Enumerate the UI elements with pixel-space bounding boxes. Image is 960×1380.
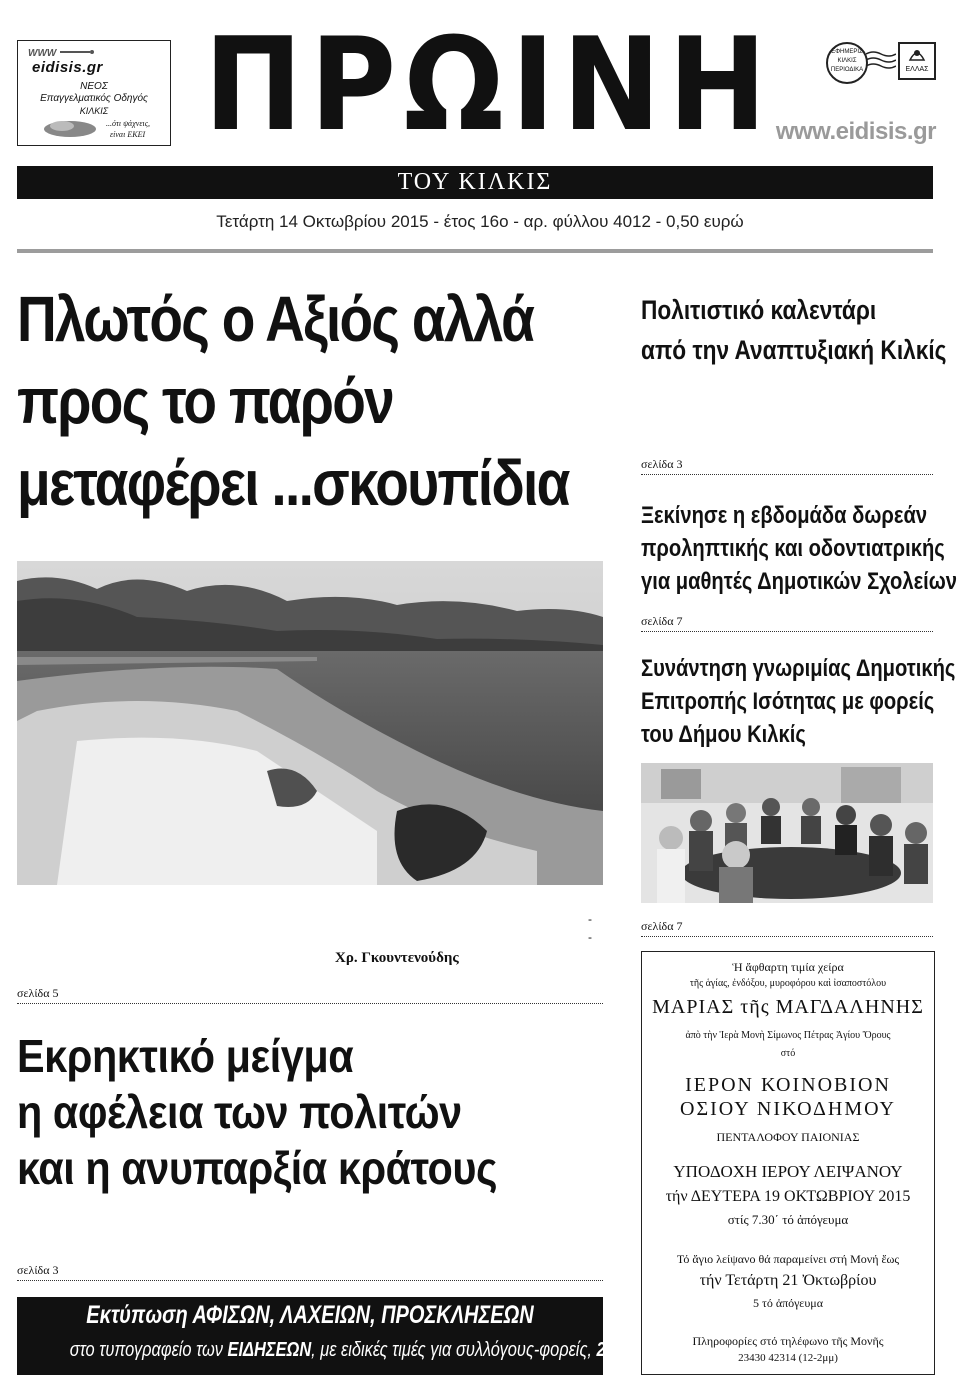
headline-line: η αφέλεια των πολιτών	[17, 1086, 462, 1138]
axios-river-photo	[17, 561, 603, 885]
notice-line: στό	[780, 1048, 796, 1059]
website-url[interactable]: www.eidisis.gr	[775, 118, 936, 145]
notice-line: Πληροφορίες στό τηλέφωνο τῆς Μονῆς	[692, 1334, 884, 1348]
issue-dateline: Τετάρτη 14 Οκτωβρίου 2015 - έτος 16ο - αρ. φύλλου 4012 - 0,50 ευρώ	[216, 212, 744, 231]
ad-title: Εκτύπωση ΑΦΙΣΩΝ, ΛΑΧΕΙΩΝ, ΠΡΟΣΚΛΗΣΕΩΝ	[86, 1301, 534, 1329]
dotted-divider	[641, 474, 933, 475]
notice-line: 23430 42314 (12-2μμ)	[738, 1352, 838, 1364]
notice-line: ΟΣΙΟΥ ΝΙΚΟΔΗΜΟΥ	[680, 1098, 896, 1120]
stamp-text: ΕΦΗΜΕΡΙΣ ΚΙΛΚΙΣ ΠΕΡΙΟΔΙΚΑ	[830, 49, 864, 73]
side-story-headline[interactable]	[641, 290, 947, 370]
newspaper-masthead: ΠΡΩΙΝΗ	[204, 11, 775, 160]
page-reference[interactable]: σελίδα 3	[641, 457, 683, 471]
hand-icon	[40, 117, 100, 139]
masthead-subtitle: ΤΟΥ ΚΙΛΚΙΣ	[17, 166, 933, 199]
ad-text: , με ειδικές τιμές για συλλόγους-φορείς,	[311, 1339, 597, 1361]
logo-slogan: είναι ΕΚΕΙ	[110, 130, 146, 139]
www-arrow-icon	[28, 47, 94, 57]
notice-line: τήν Τετάρτη 21 Ὀκτωβρίου	[699, 1272, 877, 1289]
headline-line: Ξεκίνησε η εβδομάδα δωρεάν	[641, 502, 928, 529]
logo-line: ΚΙΛΚΙΣ	[79, 106, 109, 116]
notice-line: ΠΕΝΤΑΛΟΦΟΥ ΠΑΙΟΝΙΑΣ	[716, 1130, 860, 1144]
page-reference[interactable]: σελίδα 5	[17, 986, 59, 1000]
dotted-divider	[17, 1280, 603, 1281]
header-divider	[17, 249, 933, 253]
logo-slogan: ...ότι ψάχνεις,	[106, 119, 150, 128]
stamp-country: ΕΛΛΑΣ	[905, 66, 929, 73]
stamp-emblem-icon	[902, 44, 932, 64]
eidisis-logo-box	[17, 40, 171, 146]
headline-line: Επιτροπής Ισότητας με φορείς	[641, 688, 935, 715]
printing-ad-banner[interactable]	[17, 1297, 688, 1375]
dotted-divider	[641, 631, 933, 632]
ad-text: στο τυπογραφείο των	[69, 1339, 228, 1361]
ad-brand: ΕΙΔΗΣΕΩΝ	[227, 1339, 312, 1361]
relic-notice-box	[641, 951, 935, 1375]
notice-line: στίς 7.30΄ τό ἀπόγευμα	[727, 1212, 849, 1227]
photo-marks	[588, 910, 592, 946]
page-reference[interactable]: σελίδα 3	[17, 1263, 59, 1277]
headline-line: προληπτικής και οδοντιατρικής	[641, 535, 945, 562]
mark: -	[588, 930, 592, 944]
logo-brand: eidisis.gr	[32, 59, 103, 76]
notice-line: τήν ΔΕΥΤΕΡΑ 19 ΟΚΤΩΒΡΙΟΥ 2015	[665, 1188, 911, 1205]
headline-line: προς το παρόν	[17, 365, 394, 437]
notice-line: ΜΑΡΙΑΣ τῆς ΜΑΓΔΑΛΗΝΗΣ	[652, 996, 924, 1018]
headline-line: Εκρηκτικό μείγμα	[17, 1030, 354, 1082]
notice-line: ΙΕΡΟΝ ΚΟΙΝΟΒΙΟΝ	[685, 1074, 891, 1096]
headline-line: μεταφέρει ...σκουπίδια	[17, 447, 569, 519]
mark: -	[588, 912, 592, 926]
dotted-divider	[641, 936, 933, 937]
notice-line: Ἡ ἄφθαρτη τιμία χείρα	[732, 960, 844, 974]
postage-stamp-icon	[826, 42, 868, 84]
svg-text:WWW: WWW	[28, 48, 57, 57]
ad-phone: 2341027307	[596, 1339, 688, 1361]
notice-line: ΥΠΟΔΟΧΗ ΙΕΡΟΥ ΛΕΙΨΑΝΟΥ	[673, 1162, 903, 1181]
headline-line: Πολιτιστικό καλεντάρι	[641, 295, 877, 325]
lead-headline[interactable]	[17, 278, 569, 524]
notice-line: Τό ἅγιο λείψανο θά παραμείνει στή Μονή ἕως	[676, 1252, 900, 1266]
notice-line: ἀπὸ τὴν Ἱερὰ Μονὴ Σίμωνος Πέτρας Ἁγίου Ὄρους	[685, 1030, 891, 1041]
headline-line: για μαθητές Δημοτικών Σχολείων	[641, 568, 957, 595]
second-headline[interactable]	[17, 1028, 557, 1196]
dotted-divider	[17, 1003, 603, 1004]
headline-line: και η ανυπαρξία κράτους	[17, 1142, 498, 1194]
postmark-wave-icon	[866, 50, 896, 70]
meeting-photo	[641, 763, 933, 903]
page-reference[interactable]: σελίδα 7	[641, 614, 683, 628]
headline-line: Πλωτός ο Αξιός αλλά	[17, 283, 534, 355]
headline-line: του Δήμου Κιλκίς	[641, 721, 806, 748]
greek-stamp-icon	[898, 42, 936, 80]
logo-line: ΝΕΟΣ	[80, 81, 108, 92]
side-story-headline[interactable]	[641, 652, 956, 751]
headline-line: από την Αναπτυξιακή Κιλκίς	[641, 335, 947, 365]
photo-credit: Χρ. Γκουντενούδης	[335, 950, 459, 966]
side-story-headline[interactable]	[641, 499, 957, 598]
notice-line: τῆς ἁγίας, ἐνδόξου, μυροφόρου καὶ ἰσαποστόλου	[689, 978, 887, 989]
ad-details	[69, 1339, 688, 1362]
logo-line: Επαγγελματικός Οδηγός	[40, 93, 148, 104]
headline-line: Συνάντηση γνωριμίας Δημοτικής	[641, 655, 956, 682]
page-reference[interactable]: σελίδα 7	[641, 919, 683, 933]
notice-line: 5 τό ἀπόγευμα	[753, 1296, 823, 1310]
